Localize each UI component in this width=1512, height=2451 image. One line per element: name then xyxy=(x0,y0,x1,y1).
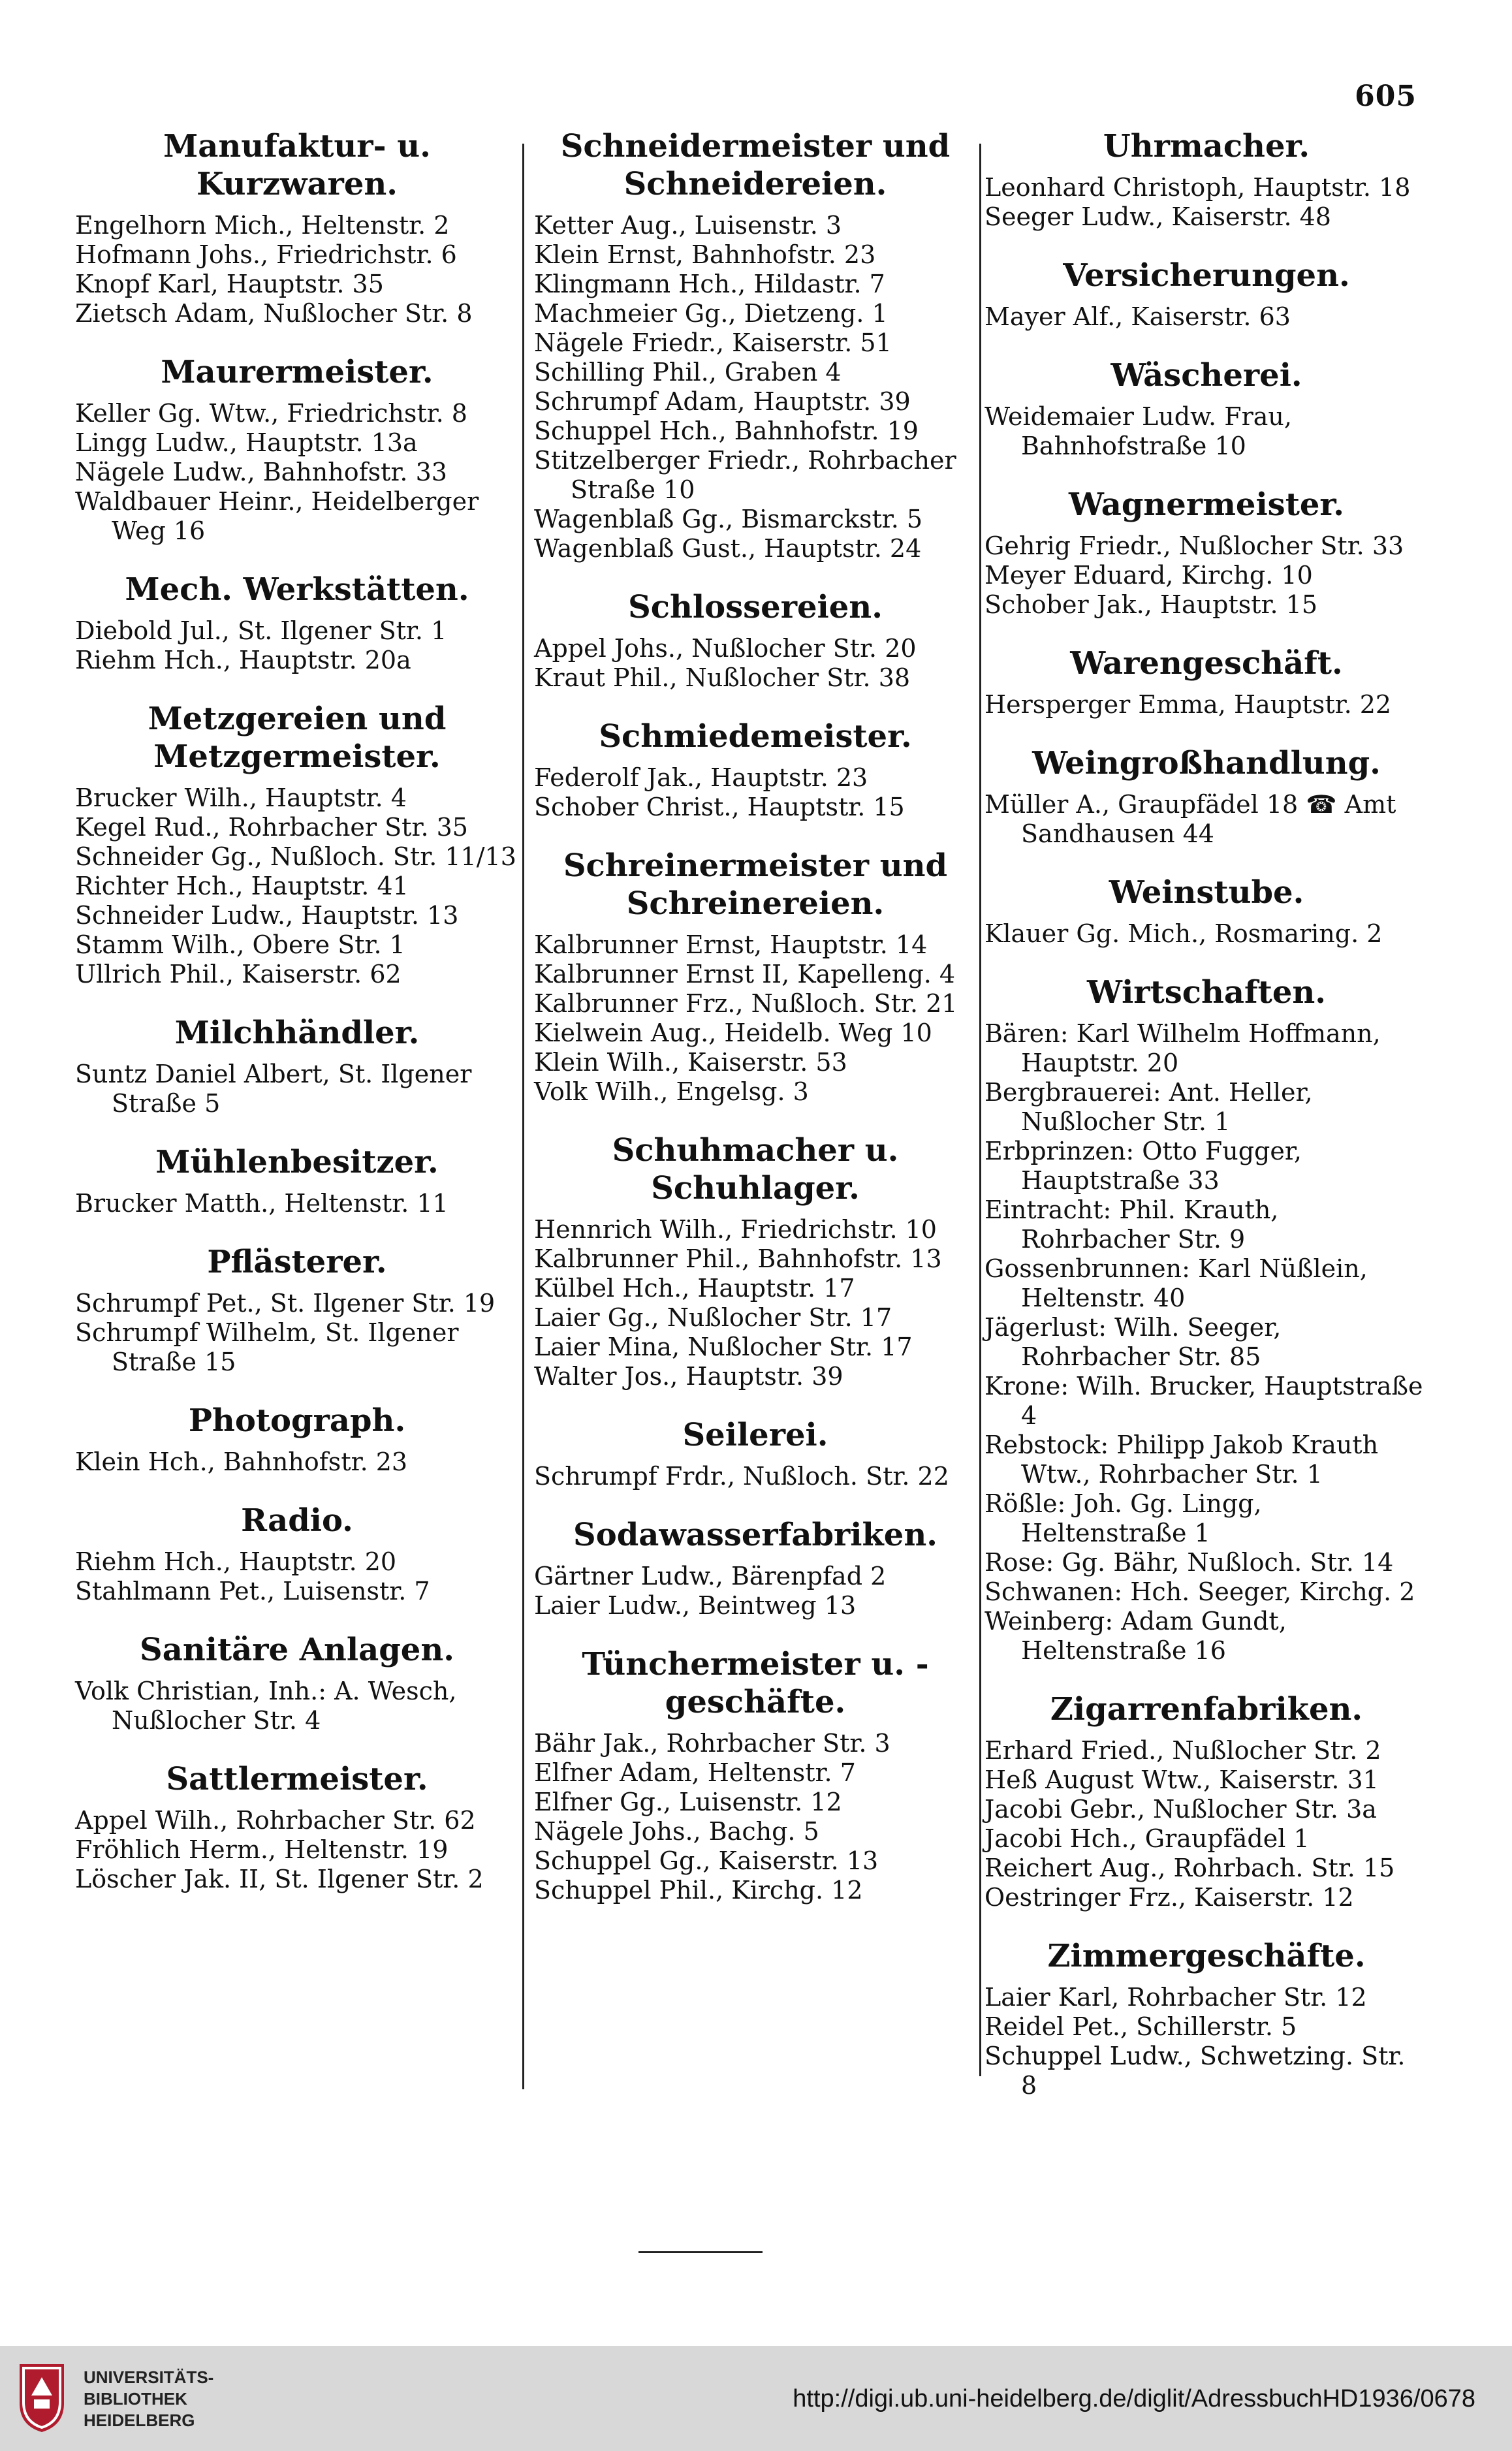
directory-entry: Brucker Matth., Heltenstr. 11 xyxy=(75,1189,449,1218)
directory-section xyxy=(984,1690,1428,1912)
section-heading: Maurermeister. xyxy=(161,354,433,390)
section-heading: Schmiedemeister. xyxy=(599,718,912,755)
directory-section xyxy=(534,847,977,1107)
directory-entry: Gossenbrunnen: Karl Nüßlein, Heltenstr. 40 xyxy=(984,1254,1368,1312)
directory-entry: Volk Wilh., Engelsg. 3 xyxy=(534,1077,809,1106)
section-heading: Metzgereien und Metzgermeister. xyxy=(148,701,447,775)
directory-entry: Jacobi Hch., Graupfädel 1 xyxy=(984,1824,1310,1853)
directory-entry: Nägele Johs., Bachg. 5 xyxy=(534,1817,819,1846)
directory-entry: Volk Christian, Inh.: A. Wesch, Nußlocher Str. 4 xyxy=(75,1677,457,1735)
directory-entry: Oestringer Frz., Kaiserstr. 12 xyxy=(984,1883,1354,1912)
directory-entry: Bähr Jak., Rohrbacher Str. 3 xyxy=(534,1729,890,1758)
directory-entry: Kraut Phil., Nußlocher Str. 38 xyxy=(534,663,911,692)
directory-entry: Knopf Karl, Hauptstr. 35 xyxy=(75,270,384,298)
directory-entry: Schneider Gg., Nußloch. Str. 11/13 xyxy=(75,842,516,871)
directory-entry: Ullrich Phil., Kaiserstr. 62 xyxy=(75,960,402,988)
section-heading: Sodawasserfabriken. xyxy=(573,1517,937,1553)
directory-section xyxy=(984,874,1428,949)
directory-entry: Keller Gg. Wtw., Friedrichstr. 8 xyxy=(75,399,467,428)
section-heading: Radio. xyxy=(241,1502,353,1539)
directory-section xyxy=(534,718,977,822)
section-heading: Zigarrenfabriken. xyxy=(1050,1691,1363,1728)
library-name: UNIVERSITÄTS- BIBLIOTHEK HEIDELBERG xyxy=(84,2367,214,2430)
directory-entry: Appel Johs., Nußlocher Str. 20 xyxy=(534,634,917,663)
directory-section xyxy=(75,1402,519,1477)
directory-entry: Ketter Aug., Luisenstr. 3 xyxy=(534,211,842,240)
directory-entry: Schrumpf Frdr., Nußloch. Str. 22 xyxy=(534,1462,949,1491)
directory-section xyxy=(534,1131,977,1391)
directory-entry: Schuppel Hch., Bahnhofstr. 19 xyxy=(534,417,919,445)
section-heading: Wäscherei. xyxy=(1110,357,1302,394)
directory-entry: Mayer Alf., Kaiserstr. 63 xyxy=(984,302,1291,331)
directory-entry: Heß August Wtw., Kaiserstr. 31 xyxy=(984,1765,1379,1794)
directory-entry: Stahlmann Pet., Luisenstr. 7 xyxy=(75,1577,430,1605)
directory-entry: Reichert Aug., Rohrbach. Str. 15 xyxy=(984,1854,1395,1882)
directory-entry: Suntz Daniel Albert, St. Ilgener Straße 5 xyxy=(75,1060,472,1118)
directory-entry: Weidemaier Ludw. Frau, Bahnhofstraße 10 xyxy=(984,402,1292,460)
directory-entry: Schuppel Gg., Kaiserstr. 13 xyxy=(534,1846,879,1875)
section-heading: Versicherungen. xyxy=(1063,257,1350,294)
directory-section xyxy=(984,127,1428,232)
section-heading: Zimmergeschäfte. xyxy=(1047,1938,1366,1974)
directory-entry: Engelhorn Mich., Heltenstr. 2 xyxy=(75,211,450,240)
column-divider xyxy=(979,144,981,2076)
directory-section xyxy=(984,486,1428,620)
directory-entry: Laier Gg., Nußlocher Str. 17 xyxy=(534,1303,892,1332)
directory-entry: Gehrig Friedr., Nußlocher Str. 33 xyxy=(984,531,1404,560)
directory-entry: Riehm Hch., Hauptstr. 20a xyxy=(75,646,411,674)
directory-entry: Schober Christ., Hauptstr. 15 xyxy=(534,793,905,821)
section-heading: Seilerei. xyxy=(682,1417,828,1453)
source-link[interactable]: http://digi.ub.uni-heidelberg.de/diglit/AdressbuchHD1936/0678 xyxy=(793,2385,1475,2412)
directory-section xyxy=(534,1645,977,1905)
directory-section xyxy=(984,973,1428,1666)
section-heading: Sattlermeister. xyxy=(166,1761,428,1797)
directory-section xyxy=(534,127,977,563)
directory-entry: Brucker Wilh., Hauptstr. 4 xyxy=(75,783,407,812)
directory-entry: Hofmann Johs., Friedrichstr. 6 xyxy=(75,240,457,269)
directory-section xyxy=(75,1631,519,1735)
directory-entry: Reidel Pet., Schillerstr. 5 xyxy=(984,2012,1297,2041)
directory-section xyxy=(984,257,1428,332)
directory-entry: Elfner Adam, Heltenstr. 7 xyxy=(534,1758,856,1787)
directory-entry: Wagenblaß Gg., Bismarckstr. 5 xyxy=(534,505,923,533)
directory-section xyxy=(984,356,1428,461)
directory-entry: Kalbrunner Ernst II, Kapelleng. 4 xyxy=(534,960,956,988)
directory-entry: Schilling Phil., Graben 4 xyxy=(534,358,842,387)
section-heading: Manufaktur- u. Kurzwaren. xyxy=(163,128,431,202)
directory-section xyxy=(534,1516,977,1621)
directory-section xyxy=(75,353,519,546)
directory-entry: Laier Mina, Nußlocher Str. 17 xyxy=(534,1333,913,1361)
directory-entry: Walter Jos., Hauptstr. 39 xyxy=(534,1362,843,1391)
directory-entry: Schrumpf Adam, Hauptstr. 39 xyxy=(534,387,911,416)
directory-section xyxy=(984,644,1428,719)
directory-entry: Klein Hch., Bahnhofstr. 23 xyxy=(75,1447,408,1476)
directory-entry: Stitzelberger Friedr., Rohrbacher Straße 10 xyxy=(534,446,956,504)
column-2 xyxy=(534,127,977,1930)
directory-entry: Eintracht: Phil. Krauth, Rohrbacher Str. 9 xyxy=(984,1195,1279,1254)
directory-entry: Laier Ludw., Beintweg 13 xyxy=(534,1591,857,1620)
directory-entry: Klauer Gg. Mich., Rosmaring. 2 xyxy=(984,919,1383,948)
column-1 xyxy=(75,127,519,1919)
directory-entry: Laier Karl, Rohrbacher Str. 12 xyxy=(984,1983,1367,2012)
directory-section xyxy=(984,744,1428,849)
directory-entry: Kielwein Aug., Heidelb. Weg 10 xyxy=(534,1019,932,1047)
directory-entry: Riehm Hch., Hauptstr. 20 xyxy=(75,1547,397,1576)
directory-entry: Schuppel Phil., Kirchg. 12 xyxy=(534,1876,863,1905)
directory-entry: Appel Wilh., Rohrbacher Str. 62 xyxy=(75,1806,476,1835)
directory-entry: Nägele Friedr., Kaiserstr. 51 xyxy=(534,328,892,357)
section-heading: Uhrmacher. xyxy=(1103,128,1310,165)
directory-section xyxy=(534,588,977,693)
end-rule xyxy=(638,2251,763,2253)
directory-section xyxy=(75,1014,519,1118)
directory-entry: Bären: Karl Wilhelm Hoffmann, Hauptstr. 20 xyxy=(984,1019,1381,1077)
directory-entry: Erbprinzen: Otto Fugger, Hauptstraße 33 xyxy=(984,1137,1302,1195)
directory-entry: Schrumpf Pet., St. Ilgener Str. 19 xyxy=(75,1289,496,1318)
directory-entry: Hennrich Wilh., Friedrichstr. 10 xyxy=(534,1215,937,1244)
directory-entry: Rose: Gg. Bähr, Nußloch. Str. 14 xyxy=(984,1548,1394,1577)
directory-entry: Lingg Ludw., Hauptstr. 13a xyxy=(75,428,418,457)
directory-section xyxy=(534,1416,977,1491)
section-heading: Warengeschäft. xyxy=(1070,645,1343,682)
directory-entry: Kalbrunner Phil., Bahnhofstr. 13 xyxy=(534,1244,942,1273)
directory-entry: Klingmann Hch., Hildastr. 7 xyxy=(534,270,885,298)
directory-entry: Elfner Gg., Luisenstr. 12 xyxy=(534,1788,842,1816)
section-heading: Mühlenbesitzer. xyxy=(155,1144,439,1180)
directory-entry: Schrumpf Wilhelm, St. Ilgener Straße 15 xyxy=(75,1318,459,1376)
directory-section xyxy=(75,1760,519,1894)
directory-entry: Kalbrunner Ernst, Hauptstr. 14 xyxy=(534,930,928,959)
directory-entry: Krone: Wilh. Brucker, Hauptstraße 4 xyxy=(984,1372,1423,1430)
directory-entry: Schober Jak., Hauptstr. 15 xyxy=(984,590,1318,619)
directory-entry: Diebold Jul., St. Ilgener Str. 1 xyxy=(75,616,447,645)
directory-entry: Klein Wilh., Kaiserstr. 53 xyxy=(534,1048,847,1077)
section-heading: Wirtschaften. xyxy=(1087,974,1326,1011)
section-heading: Schneidermeister und Schneidereien. xyxy=(560,128,951,202)
section-heading: Mech. Werkstätten. xyxy=(125,571,469,608)
directory-entry: Külbel Hch., Hauptstr. 17 xyxy=(534,1274,855,1303)
directory-entry: Jägerlust: Wilh. Seeger, Rohrbacher Str. 85 xyxy=(984,1313,1282,1371)
directory-entry: Richter Hch., Hauptstr. 41 xyxy=(75,872,409,900)
directory-entry: Kalbrunner Frz., Nußloch. Str. 21 xyxy=(534,989,958,1018)
section-heading: Schreinermeister und Schreinereien. xyxy=(563,847,948,922)
directory-entry: Klein Ernst, Bahnhofstr. 23 xyxy=(534,240,876,269)
directory-entry: Weinberg: Adam Gundt, Heltenstraße 16 xyxy=(984,1607,1287,1665)
directory-section xyxy=(75,1502,519,1606)
directory-entry: Schuppel Ludw., Schwetzing. Str. 8 xyxy=(984,2042,1406,2100)
section-heading: Tünchermeister u. -geschäfte. xyxy=(582,1646,929,1720)
section-heading: Weingroßhandlung. xyxy=(1032,745,1381,782)
directory-entry: Machmeier Gg., Dietzeng. 1 xyxy=(534,299,888,328)
page-number: 605 xyxy=(1355,80,1417,113)
directory-section xyxy=(75,700,519,989)
directory-entry: Zietsch Adam, Nußlocher Str. 8 xyxy=(75,299,473,328)
directory-entry: Rebstock: Philipp Jakob Krauth Wtw., Rohrbacher Str. 1 xyxy=(984,1431,1379,1489)
directory-entry: Erhard Fried., Nußlocher Str. 2 xyxy=(984,1736,1381,1765)
directory-section xyxy=(75,571,519,675)
directory-entry: Fröhlich Herm., Heltenstr. 19 xyxy=(75,1835,449,1864)
directory-entry: Bergbrauerei: Ant. Heller, Nußlocher Str. 1 xyxy=(984,1078,1313,1136)
directory-entry: Leonhard Christoph, Hauptstr. 18 xyxy=(984,173,1411,202)
section-heading: Milchhändler. xyxy=(174,1015,420,1051)
directory-entry: Nägele Ludw., Bahnhofstr. 33 xyxy=(75,458,447,486)
directory-entry: Wagenblaß Gust., Hauptstr. 24 xyxy=(534,534,922,563)
column-divider xyxy=(522,144,524,2089)
directory-entry: Schneider Ludw., Hauptstr. 13 xyxy=(75,901,459,930)
footer-bar xyxy=(0,2346,1512,2451)
directory-entry: Rößle: Joh. Gg. Lingg, Heltenstraße 1 xyxy=(984,1489,1262,1547)
section-heading: Schlossereien. xyxy=(628,589,883,625)
directory-entry: Hersperger Emma, Hauptstr. 22 xyxy=(984,690,1392,719)
university-seal-icon xyxy=(14,2358,69,2436)
section-heading: Weinstube. xyxy=(1109,874,1304,911)
directory-entry: Waldbauer Heinr., Heidelberger Weg 16 xyxy=(75,487,479,545)
directory-entry: Löscher Jak. II, St. Ilgener Str. 2 xyxy=(75,1865,484,1893)
directory-section xyxy=(984,1937,1428,2100)
directory-entry: Federolf Jak., Hauptstr. 23 xyxy=(534,763,868,792)
directory-section xyxy=(75,127,519,328)
directory-entry: Müller A., Graupfädel 18 ☎ Amt Sandhausen 44 xyxy=(984,790,1396,848)
directory-entry: Seeger Ludw., Kaiserstr. 48 xyxy=(984,202,1331,231)
directory-section xyxy=(75,1143,519,1218)
section-heading: Wagnermeister. xyxy=(1068,486,1344,523)
directory-section xyxy=(75,1243,519,1377)
directory-entry: Kegel Rud., Rohrbacher Str. 35 xyxy=(75,813,468,842)
section-heading: Schuhmacher u. Schuhlager. xyxy=(612,1132,899,1207)
directory-entry: Gärtner Ludw., Bärenpfad 2 xyxy=(534,1562,887,1590)
directory-entry: Stamm Wilh., Obere Str. 1 xyxy=(75,930,405,959)
section-heading: Sanitäre Anlagen. xyxy=(140,1632,454,1668)
section-heading: Photograph. xyxy=(188,1402,406,1439)
directory-entry: Schwanen: Hch. Seeger, Kirchg. 2 xyxy=(984,1577,1415,1606)
directory-entry: Jacobi Gebr., Nußlocher Str. 3a xyxy=(984,1795,1377,1824)
directory-entry: Meyer Eduard, Kirchg. 10 xyxy=(984,561,1313,590)
section-heading: Pflästerer. xyxy=(207,1244,387,1280)
column-3 xyxy=(984,127,1428,2125)
